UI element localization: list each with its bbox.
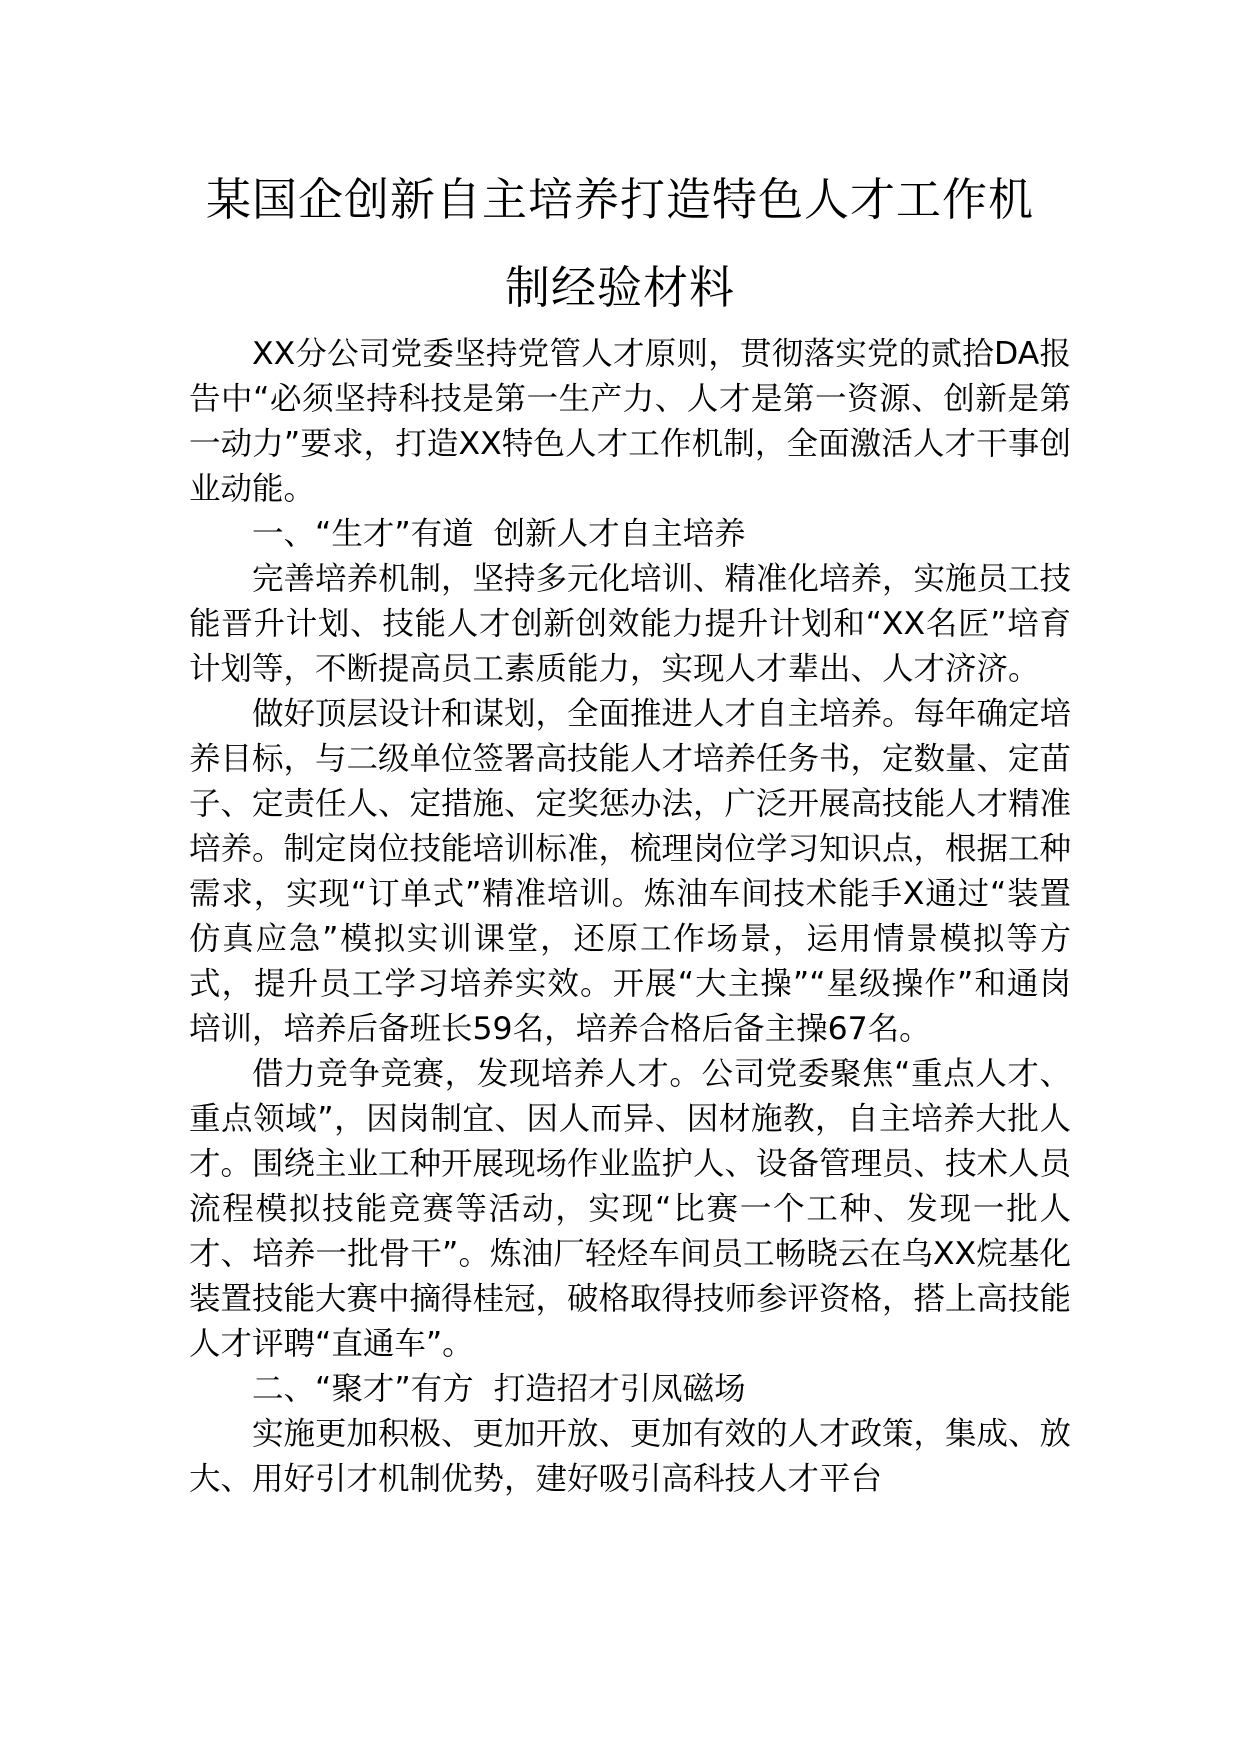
section-heading-2: 二、“聚才”有方 打造招才引凤磁场 xyxy=(252,1371,746,1407)
document-title-line-2: 制经验材料 xyxy=(504,261,735,314)
paragraph: 实施更加积极、更加开放、更加有效的人才政策，集成、放大、用好引才机制优势，建好吸引高科技人才平台 xyxy=(189,1416,1072,1497)
paragraph: 完善培养机制，坚持多元化培训、精准化培养，实施员工技能晋升计划、技能人才创新创效能力提升计划和“XX名匠”培育计划等，不断提高员工素质能力，实现人才辈出、人才济济。 xyxy=(189,561,1072,687)
paragraph: 借力竞争竞赛，发现培养人才。公司党委聚焦“重点人才、重点领域”，因岗制宜、因人而异、因材施教，自主培养大批人才。围绕主业工种开展现场作业监护人、设备管理员、技术人员流程模拟技能竞赛等活动，实现“比赛一个工种、发现一批人才、培养一批骨干”。炼油厂轻烃车间员工畅晓云在乌XX烷基化装置技能大赛中摘得桂冠，破格取得技师参评资格，搭上高技能人才评聘“直通车”。 xyxy=(189,1056,1072,1362)
document-body xyxy=(189,332,1071,1502)
paragraph-intro: XX分公司党委坚持党管人才原则，贯彻落实党的贰拾DA报告中“必须坚持科技是第一生产力、人才是第一资源、创新是第一动力”要求，打造XX特色人才工作机制，全面激活人才干事创业动能。 xyxy=(189,336,1071,507)
document-title-line-1: 某国企创新自主培养打造特色人才工作机 xyxy=(205,173,1034,226)
section-heading-1: 一、“生才”有道 创新人才自主培养 xyxy=(252,516,746,552)
paragraph: 做好顶层设计和谋划，全面推进人才自主培养。每年确定培养目标，与二级单位签署高技能人才培养任务书，定数量、定苗子、定责任人、定措施、定奖惩办法，广泛开展高技能人才精准培养。制定岗位技能培训标准，梳理岗位学习知识点，根据工种需求，实现“订单式”精准培训。炼油车间技术能手X通过“装置仿真应急”模拟实训课堂，还原工作场景，运用情景模拟等方式，提升员工学习培养实效。开展“大主操”“星级操作”和通岗培训，培养后备班长59名，培养合格后备主操67名。 xyxy=(189,696,1072,1047)
